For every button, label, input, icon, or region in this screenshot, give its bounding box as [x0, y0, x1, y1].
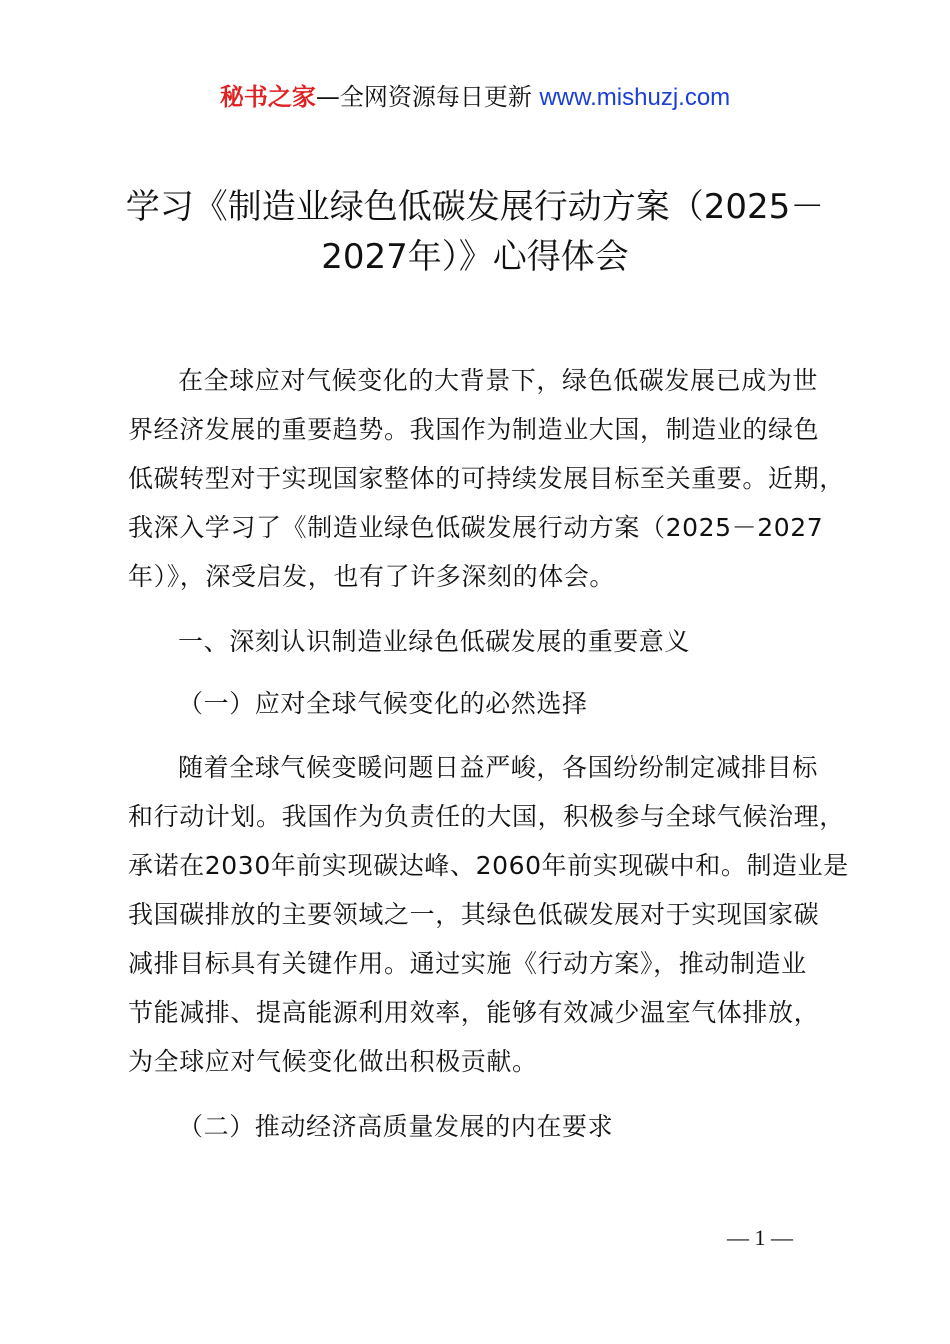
subsection-1-paragraph: [128, 743, 849, 1086]
document-title: [100, 182, 850, 282]
paragraph-line: 年）》，深受启发，也有了许多深刻的体会。: [128, 562, 616, 591]
paragraph-line: 随着全球气候变暖问题日益严峻，各国纷纷制定减排目标: [178, 753, 819, 782]
paragraph-line: 为全球应对气候变化做出积极贡献。: [128, 1047, 538, 1076]
title-line-2: 2027年）》心得体会: [321, 237, 629, 277]
paragraph-line: 我深入学习了《制造业绿色低碳发展行动方案（2025－2027: [128, 513, 824, 542]
paragraph-line: 承诺在2030年前实现碳达峰、2060年前实现碳中和。制造业是: [128, 851, 849, 880]
site-banner: [0, 80, 950, 115]
paragraph-line: 我国碳排放的主要领域之一，其绿色低碳发展对于实现国家碳: [128, 900, 820, 929]
intro-paragraph: [128, 356, 845, 601]
paragraph-line: 低碳转型对于实现国家整体的可持续发展目标至关重要。近期，: [128, 464, 845, 493]
title-line-1: 学习《制造业绿色低碳发展行动方案（2025－: [125, 187, 825, 227]
section-heading-1: 一、深刻认识制造业绿色低碳发展的重要意义: [178, 627, 691, 656]
paragraph-line: 在全球应对气候变化的大背景下，绿色低碳发展已成为世: [178, 366, 819, 395]
site-url-link[interactable]: www.mishuzj.com: [539, 84, 731, 111]
subsection-heading-2: （二）推动经济高质量发展的内在要求: [178, 1112, 614, 1141]
paragraph-line: 减排目标具有关键作用。通过实施《行动方案》，推动制造业: [128, 949, 807, 978]
paragraph-line: 界经济发展的重要趋势。我国作为制造业大国，制造业的绿色: [128, 415, 820, 444]
subsection-heading-1: （一）应对全球气候变化的必然选择: [178, 689, 588, 718]
paragraph-line: 节能减排、提高能源利用效率，能够有效减少温室气体排放，: [128, 998, 820, 1027]
site-brand: 秘书之家: [219, 83, 316, 111]
site-slogan: —全网资源每日更新: [315, 83, 532, 111]
paragraph-line: 和行动计划。我国作为负责任的大国，积极参与全球气候治理，: [128, 802, 845, 831]
page-number: — 1 —: [727, 1225, 793, 1250]
